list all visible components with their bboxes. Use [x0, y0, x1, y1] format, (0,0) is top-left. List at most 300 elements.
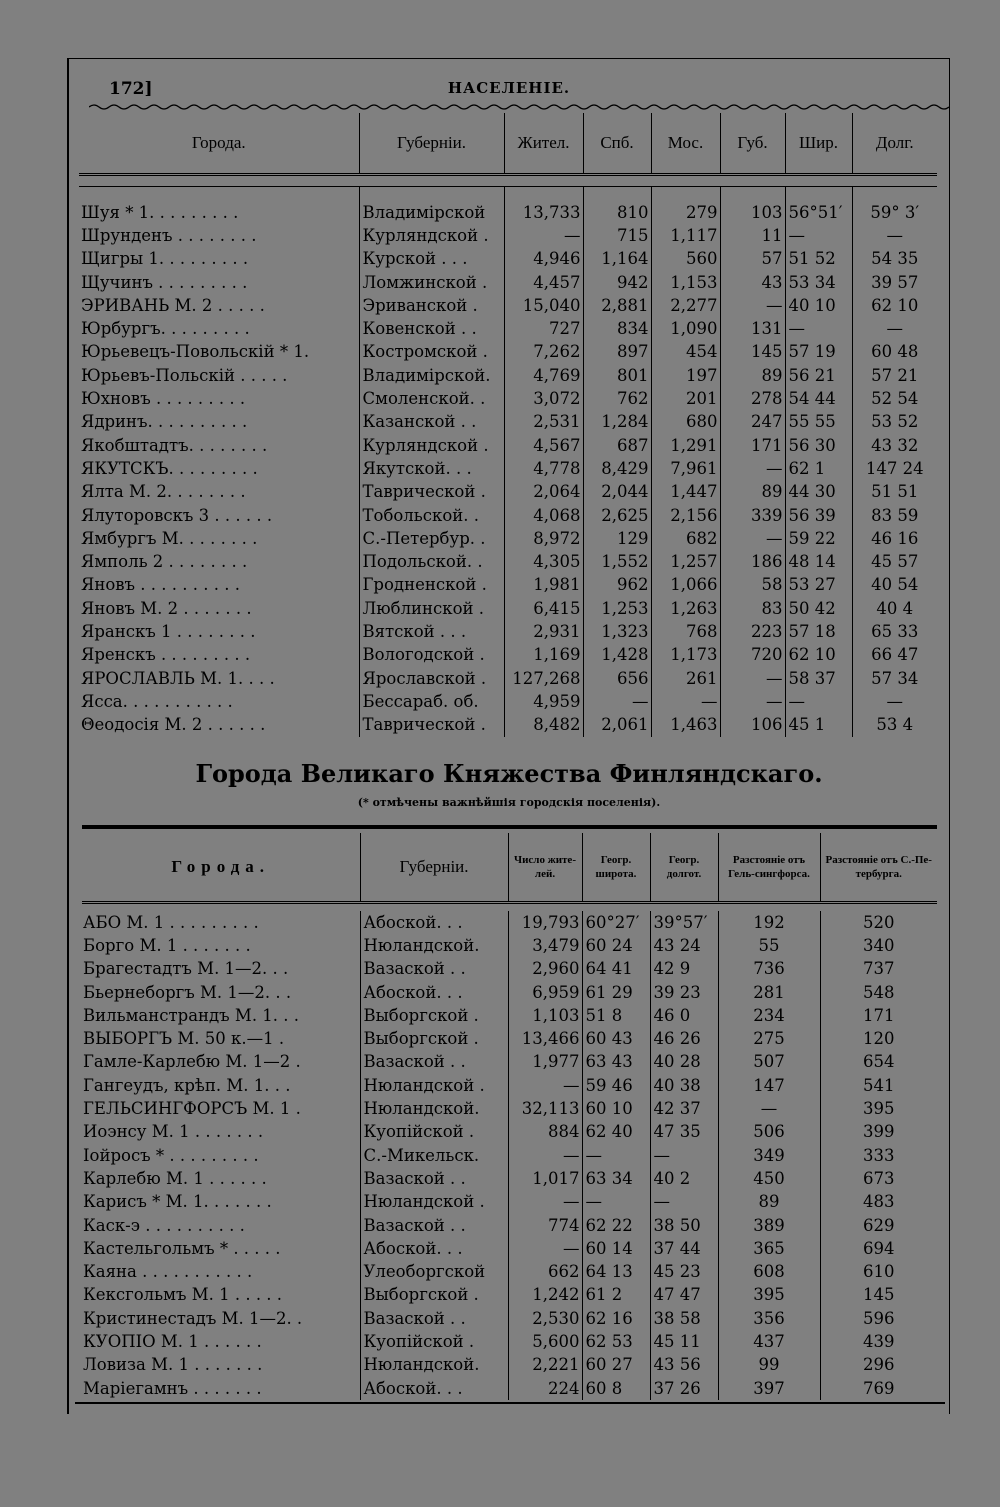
table-cell: 38 58 — [650, 1307, 718, 1330]
table-cell: Яренскъ . . . . . . . . . — [81, 645, 251, 665]
table-cell: С.-Микельск. — [360, 1144, 508, 1167]
wavy-rule — [89, 103, 949, 111]
table-cell: 60 14 — [582, 1237, 650, 1260]
table-cell: ВЫБОРГЪ М. 50 к.—1 . — [83, 1029, 285, 1049]
table-cell: 120 — [820, 1027, 937, 1050]
table-cell: Юхновъ . . . . . . . . . — [81, 389, 246, 409]
table-cell: 736 — [718, 958, 820, 981]
table-cell: Тобольской. . — [359, 504, 504, 527]
table-cell: 57 34 — [852, 667, 937, 690]
table-cell: Гродненской . — [359, 574, 504, 597]
table-row — [82, 1167, 937, 1190]
table-cell: 46 16 — [852, 527, 937, 550]
table-cell: 349 — [718, 1144, 820, 1167]
table-cell: 365 — [718, 1237, 820, 1260]
table-cell: 55 — [718, 934, 820, 957]
table-cell: — — [852, 690, 937, 713]
table-cell: 186 — [720, 550, 785, 573]
table-cell: 962 — [583, 574, 651, 597]
table-cell: Ялуторовскъ 3 . . . . . . — [81, 505, 273, 525]
table-cell: 89 — [718, 1191, 820, 1214]
table-cell: 62 53 — [582, 1330, 650, 1353]
table-cell: 1,284 — [583, 411, 651, 434]
table-cell: 83 — [720, 597, 785, 620]
table-cell: 2,064 — [504, 481, 583, 504]
table-cell: 629 — [820, 1214, 937, 1237]
col-header-gub: Губ. — [720, 113, 785, 175]
table-cell: Иоэнсу М. 1 . . . . . . . — [83, 1122, 264, 1142]
table-cell: 333 — [820, 1144, 937, 1167]
table-row — [82, 1307, 937, 1330]
table-cell: 47 47 — [650, 1284, 718, 1307]
table-cell: 4,959 — [504, 690, 583, 713]
table-cell: 356 — [718, 1307, 820, 1330]
page-frame — [67, 58, 950, 1414]
table-cell: Нюландской . — [360, 1074, 508, 1097]
table-cell: 281 — [718, 981, 820, 1004]
table-cell: Кастельгольмъ * . . . . . — [83, 1238, 281, 1258]
table-cell: 727 — [504, 317, 583, 340]
table-cell: 439 — [820, 1330, 937, 1353]
table-cell: 131 — [720, 317, 785, 340]
table-row — [82, 1354, 937, 1377]
table-cell: Ломжинской . — [359, 271, 504, 294]
table-cell: 56 39 — [785, 504, 852, 527]
table-cell: 2,881 — [583, 294, 651, 317]
table-cell: 339 — [720, 504, 785, 527]
table-cell: Смоленской. . — [359, 387, 504, 410]
table-row — [79, 714, 937, 737]
table-cell: Яновъ М. 2 . . . . . . . — [81, 598, 252, 618]
table-cell: 4,457 — [504, 271, 583, 294]
table-cell: 99 — [718, 1354, 820, 1377]
table-cell: — — [508, 1074, 582, 1097]
table-cell: 6,959 — [508, 981, 582, 1004]
table-cell: 608 — [718, 1260, 820, 1283]
table-cell: 53 27 — [785, 574, 852, 597]
table-cell: Юрбургъ. . . . . . . . . — [81, 319, 250, 339]
table-cell: 1,447 — [651, 481, 720, 504]
table-cell: — — [508, 1191, 582, 1214]
table-cell: Карисъ * М. 1. . . . . . . — [83, 1192, 272, 1212]
table-cell: 42 37 — [650, 1097, 718, 1120]
table-row — [82, 1330, 937, 1353]
table-cell: 395 — [718, 1284, 820, 1307]
table-cell: 62 1 — [785, 457, 852, 480]
col-header-population: Число жите-лей. — [508, 833, 582, 903]
table-cell: Вазаской . . — [360, 1167, 508, 1190]
table-cell: 437 — [718, 1330, 820, 1353]
table-cell: 715 — [583, 224, 651, 247]
table-header-row — [79, 113, 937, 175]
table-cell: 43 24 — [650, 934, 718, 957]
table-cell: 192 — [718, 911, 820, 934]
table-cell: 59 46 — [582, 1074, 650, 1097]
table-cell: 395 — [820, 1097, 937, 1120]
table-cell: 654 — [820, 1051, 937, 1074]
table-cell: 201 — [651, 387, 720, 410]
col-header-gubernia: Губерніи. — [360, 833, 508, 903]
table-cell: ЯРОСЛАВЛЬ М. 1. . . . — [81, 668, 275, 688]
table-cell: — — [720, 457, 785, 480]
table-cell: — — [650, 1191, 718, 1214]
table-row — [82, 958, 937, 981]
table-cell: 61 2 — [582, 1284, 650, 1307]
table-cell: Нюландской. — [360, 1354, 508, 1377]
table-cell: 2,531 — [504, 411, 583, 434]
table-cell: 145 — [720, 341, 785, 364]
table-cell: Куопійской . — [360, 1330, 508, 1353]
table-cell: 57 21 — [852, 364, 937, 387]
table-cell: 2,960 — [508, 958, 582, 981]
table-row — [79, 690, 937, 713]
russian-cities-table — [79, 113, 937, 737]
table-row — [79, 597, 937, 620]
table-cell: Вазаской . . — [360, 1307, 508, 1330]
table-cell: 801 — [583, 364, 651, 387]
table-cell: 1,253 — [583, 597, 651, 620]
table-row — [82, 1027, 937, 1050]
table-cell: 279 — [651, 201, 720, 224]
table-cell: 63 43 — [582, 1051, 650, 1074]
table-cell: Ямбургъ М. . . . . . . . — [81, 528, 258, 548]
table-cell: 52 54 — [852, 387, 937, 410]
table-cell: 55 55 — [785, 411, 852, 434]
table-cell: 2,156 — [651, 504, 720, 527]
table-cell: Маріегамнъ . . . . . . . — [83, 1378, 262, 1398]
table-cell: 6,415 — [504, 597, 583, 620]
table-row — [79, 667, 937, 690]
table-cell: Яновъ . . . . . . . . . . — [81, 575, 240, 595]
table-cell: Щигры 1. . . . . . . . . — [81, 249, 249, 269]
table-cell: 2,221 — [508, 1354, 582, 1377]
table-cell: 19,793 — [508, 911, 582, 934]
table-row — [79, 574, 937, 597]
table-cell: 59° 3′ — [852, 201, 937, 224]
table-cell: 2,530 — [508, 1307, 582, 1330]
table-cell: 4,068 — [504, 504, 583, 527]
table-cell: 247 — [720, 411, 785, 434]
table-row — [82, 981, 937, 1004]
table-cell: 15,040 — [504, 294, 583, 317]
table-cell: 47 35 — [650, 1121, 718, 1144]
table-row — [79, 644, 937, 667]
finland-section-title: Города Великаго Княжества Финляндскаго. — [195, 759, 823, 788]
table-cell: — — [651, 690, 720, 713]
table-cell: Люблинской . — [359, 597, 504, 620]
table-cell: Абоской. . . — [360, 911, 508, 934]
table-cell: 64 41 — [582, 958, 650, 981]
table-row — [79, 550, 937, 573]
table-cell: 56 30 — [785, 434, 852, 457]
table-cell: 762 — [583, 387, 651, 410]
table-cell: 1,169 — [504, 644, 583, 667]
table-cell: Юрьевъ-Польскій . . . . . — [81, 365, 288, 385]
col-header-longitude: Геогр. долгот. — [650, 833, 718, 903]
table-cell: 8,972 — [504, 527, 583, 550]
table-cell: 45 57 — [852, 550, 937, 573]
table-cell: 884 — [508, 1121, 582, 1144]
table-cell: 60°27′ — [582, 911, 650, 934]
table-cell: 656 — [583, 667, 651, 690]
table-cell: 4,567 — [504, 434, 583, 457]
table-cell: 197 — [651, 364, 720, 387]
table-cell: ГЕЛЬСИНГФОРСЪ М. 1 . — [83, 1099, 301, 1119]
table-row — [82, 1097, 937, 1120]
table-cell: 720 — [720, 644, 785, 667]
table-cell: Выборгской . — [360, 1004, 508, 1027]
table-cell: 296 — [820, 1354, 937, 1377]
table-cell: 38 50 — [650, 1214, 718, 1237]
table-cell: — — [785, 317, 852, 340]
table-row — [79, 481, 937, 504]
table-cell: — — [582, 1191, 650, 1214]
table-cell: Кексгольмъ М. 1 . . . . . — [83, 1285, 283, 1305]
table-row — [79, 224, 937, 247]
table-cell: 1,463 — [651, 714, 720, 737]
table-row — [79, 457, 937, 480]
table-cell: 32,113 — [508, 1097, 582, 1120]
table-cell: Вильманстрандъ М. 1. . . — [83, 1005, 300, 1025]
table-cell: 50 42 — [785, 597, 852, 620]
table-cell: 7,961 — [651, 457, 720, 480]
table-cell: 3,479 — [508, 934, 582, 957]
table-cell: 13,466 — [508, 1027, 582, 1050]
table-cell: Каск-э . . . . . . . . . . — [83, 1215, 245, 1235]
table-row — [79, 271, 937, 294]
table-cell: 60 24 — [582, 934, 650, 957]
table-cell: 39°57′ — [650, 911, 718, 934]
table-row — [82, 1004, 937, 1027]
table-cell: 541 — [820, 1074, 937, 1097]
table-cell: Гангеудъ, крѣп. М. 1. . . — [83, 1075, 291, 1095]
table-cell: Владимірской — [359, 201, 504, 224]
table-cell: — — [852, 224, 937, 247]
table-cell: 60 27 — [582, 1354, 650, 1377]
col-header-dist-helsingfors: Разстояніе отъ Гель-сингфорса. — [718, 833, 820, 903]
col-header-latitude: Шир. — [785, 113, 852, 175]
table-cell: 57 19 — [785, 341, 852, 364]
table-cell: 44 30 — [785, 481, 852, 504]
table-cell: 4,769 — [504, 364, 583, 387]
table-cell: 4,305 — [504, 550, 583, 573]
table-cell: 520 — [820, 911, 937, 934]
table-row — [79, 294, 937, 317]
table-row — [79, 504, 937, 527]
table-cell: 2,625 — [583, 504, 651, 527]
table-cell: Владимірской. — [359, 364, 504, 387]
table-cell: Ясса. . . . . . . . . . . — [81, 691, 233, 711]
table-cell: 1,164 — [583, 248, 651, 271]
table-cell: 57 — [720, 248, 785, 271]
table-cell: 66 47 — [852, 644, 937, 667]
table-row — [79, 620, 937, 643]
table-cell: — — [785, 224, 852, 247]
table-cell: Нюландской. — [360, 1097, 508, 1120]
table-row — [82, 1191, 937, 1214]
table-cell: — — [852, 317, 937, 340]
table-cell: 13,733 — [504, 201, 583, 224]
table-cell: 45 11 — [650, 1330, 718, 1353]
table-cell: 56°51′ — [785, 201, 852, 224]
table-cell: 7,262 — [504, 341, 583, 364]
table-cell: 768 — [651, 620, 720, 643]
table-cell: Шрунденъ . . . . . . . . — [81, 225, 257, 245]
table-row — [82, 1074, 937, 1097]
table-row — [82, 1214, 937, 1237]
table-cell: 506 — [718, 1121, 820, 1144]
table-cell: Абоской. . . — [360, 1237, 508, 1260]
table-cell: 483 — [820, 1191, 937, 1214]
table-cell: 51 52 — [785, 248, 852, 271]
table-cell: Ловиза М. 1 . . . . . . . — [83, 1355, 263, 1375]
table-cell: 682 — [651, 527, 720, 550]
table-cell: 64 13 — [582, 1260, 650, 1283]
table-cell: Абоской. . . — [360, 981, 508, 1004]
table-cell: — — [508, 1237, 582, 1260]
table-row — [82, 1260, 937, 1283]
table-cell: 834 — [583, 317, 651, 340]
table-cell: 62 40 — [582, 1121, 650, 1144]
table-cell: Костромской . — [359, 341, 504, 364]
table-cell: 58 37 — [785, 667, 852, 690]
table-cell: 40 10 — [785, 294, 852, 317]
table-cell: 1,323 — [583, 620, 651, 643]
table-cell: Борго М. 1 . . . . . . . — [83, 935, 251, 955]
table-row — [79, 248, 937, 271]
table-cell: 145 — [820, 1284, 937, 1307]
russian-cities-body — [79, 201, 937, 737]
table-cell: 40 28 — [650, 1051, 718, 1074]
table-row — [82, 934, 937, 957]
table-cell: Подольской. . — [359, 550, 504, 573]
table-row — [79, 201, 937, 224]
table-cell: 234 — [718, 1004, 820, 1027]
table-cell: 942 — [583, 271, 651, 294]
table-cell: 1,017 — [508, 1167, 582, 1190]
table-cell: 40 38 — [650, 1074, 718, 1097]
table-cell: 399 — [820, 1121, 937, 1144]
table-cell: 60 8 — [582, 1377, 650, 1400]
table-cell: 397 — [718, 1377, 820, 1400]
table-cell: Выборгской . — [360, 1284, 508, 1307]
table-cell: 59 22 — [785, 527, 852, 550]
table-cell: Бессараб. об. — [359, 690, 504, 713]
table-row — [79, 317, 937, 340]
table-cell: Ялта М. 2. . . . . . . . — [81, 482, 246, 502]
table-row — [82, 1121, 937, 1144]
col-header-mos: Мос. — [651, 113, 720, 175]
table-row — [82, 1051, 937, 1074]
table-cell: 171 — [720, 434, 785, 457]
page-header — [69, 59, 949, 103]
table-cell: 737 — [820, 958, 937, 981]
table-cell: 1,552 — [583, 550, 651, 573]
table-cell: 53 34 — [785, 271, 852, 294]
table-cell: 1,090 — [651, 317, 720, 340]
table-cell: Абоской. . . — [360, 1377, 508, 1400]
table-cell: 58 — [720, 574, 785, 597]
table-cell: Бьернеборгъ М. 1—2. . . — [83, 982, 292, 1002]
table-cell: 687 — [583, 434, 651, 457]
table-cell: 60 10 — [582, 1097, 650, 1120]
table-cell: 106 — [720, 714, 785, 737]
table-cell: 40 4 — [852, 597, 937, 620]
table-cell: 43 — [720, 271, 785, 294]
table-cell: Курляндской . — [359, 434, 504, 457]
table-cell: 389 — [718, 1214, 820, 1237]
table-cell: Іойросъ * . . . . . . . . . — [83, 1145, 259, 1165]
table-cell: 1,153 — [651, 271, 720, 294]
table-cell: 57 18 — [785, 620, 852, 643]
table-cell: — — [720, 667, 785, 690]
table-cell: 680 — [651, 411, 720, 434]
table-cell: 560 — [651, 248, 720, 271]
table-cell: Вологодской . — [359, 644, 504, 667]
table-cell: 610 — [820, 1260, 937, 1283]
table-cell: 42 9 — [650, 958, 718, 981]
finland-cities-table — [82, 825, 937, 1400]
table-cell: Щучинъ . . . . . . . . . — [81, 272, 248, 292]
table-cell: 223 — [720, 620, 785, 643]
table-cell: 147 24 — [852, 457, 937, 480]
table-row — [82, 911, 937, 934]
table-cell: 43 56 — [650, 1354, 718, 1377]
table-cell: Куопійской . — [360, 1121, 508, 1144]
table-cell: — — [650, 1144, 718, 1167]
table-cell: Θеодосія М. 2 . . . . . . — [81, 715, 266, 735]
table-cell: ЭРИВАНЬ М. 2 . . . . . — [81, 295, 265, 315]
table-cell: Вазаской . . — [360, 1051, 508, 1074]
table-cell: — — [720, 690, 785, 713]
table-cell: 2,044 — [583, 481, 651, 504]
table-cell: 40 54 — [852, 574, 937, 597]
table-row — [82, 1377, 937, 1400]
table-row — [82, 1284, 937, 1307]
table-cell: 83 59 — [852, 504, 937, 527]
table-cell: 43 32 — [852, 434, 937, 457]
table-cell: Брагестадтъ М. 1—2. . . — [83, 959, 289, 979]
table-cell: 4,778 — [504, 457, 583, 480]
table-cell: 51 51 — [852, 481, 937, 504]
col-header-longitude: Долг. — [852, 113, 937, 175]
table-cell: Якутской. . . — [359, 457, 504, 480]
table-cell: Шуя * 1. . . . . . . . . — [81, 202, 239, 222]
table-cell: С.-Петербур. . — [359, 527, 504, 550]
table-cell: Нюландской. — [360, 934, 508, 957]
table-cell: Вятской . . . — [359, 620, 504, 643]
table-cell: 897 — [583, 341, 651, 364]
table-cell: 89 — [720, 481, 785, 504]
table-cell: — — [785, 690, 852, 713]
table-cell: 1,428 — [583, 644, 651, 667]
table-cell: 147 — [718, 1074, 820, 1097]
bottom-rule — [75, 1402, 945, 1404]
table-cell: Юрьевецъ-Повольскій * 1. — [81, 342, 310, 362]
table-cell: — — [582, 1144, 650, 1167]
table-cell: 51 8 — [582, 1004, 650, 1027]
table-cell: 63 34 — [582, 1167, 650, 1190]
table-cell: 673 — [820, 1167, 937, 1190]
table-cell: — — [508, 1144, 582, 1167]
table-cell: Ковенской . . — [359, 317, 504, 340]
table-row — [79, 411, 937, 434]
table-cell: 65 33 — [852, 620, 937, 643]
table-row — [79, 364, 937, 387]
table-cell: Курской . . . — [359, 248, 504, 271]
col-header-gubernia: Губерніи. — [359, 113, 504, 175]
table-row — [79, 527, 937, 550]
